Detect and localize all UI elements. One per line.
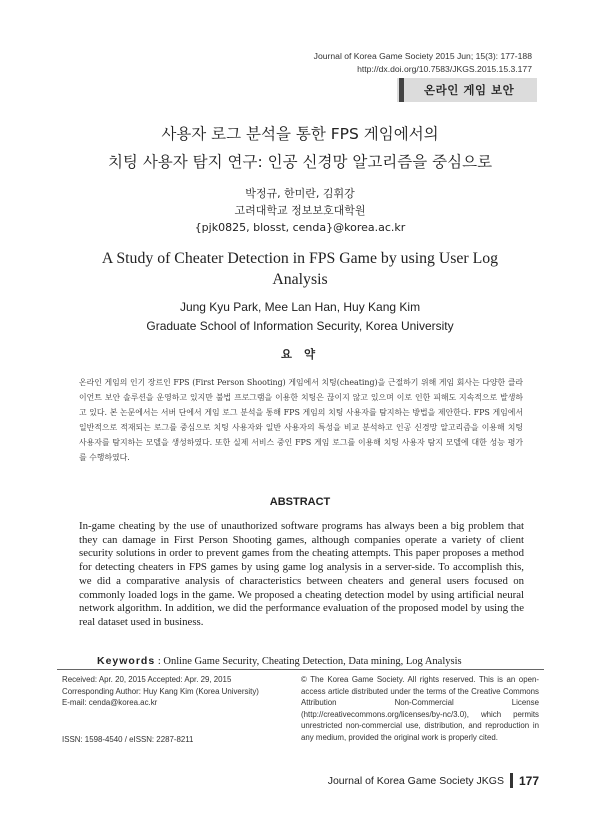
- title-english: A Study of Cheater Detection in FPS Game by using User Log Analysis: [101, 250, 499, 288]
- author-names-korean: 박정규, 한미란, 김휘강: [245, 187, 355, 200]
- keywords: [97, 655, 577, 667]
- article-info: [62, 674, 302, 709]
- journal-reference: [314, 50, 532, 75]
- journal-citation: Journal of Korea Game Society 2015 Jun; 15(3): 177-188: [313, 51, 532, 61]
- abstract-korean-text: 온라인 게임의 인기 장르인 FPS (First Person Shooting) 게임에서 치팅(cheating)을 근절하기 위해 게임 회사는 다양한 클라이언트 보안 솔루션을 운영하고 있지만 불법 프로그램을 이용한 치팅은 끊이지 않고 있으며 이로 인한 피해도 지속적으로 발생하고 있다. 본 논문에서는 서버 단에서 게임 로그 분석을 통해 FPS 게임의 치팅 사용자를 탐지하는 방법을 제안한다. FPS 게임에서 일반적으로 적재되는 로그를 중심으로 치팅 사용자와 일반 사용자의 특성을 비교 분석하고 인공 신경망 알고리즘을 이용해 치팅 사용자를 탐지하는 모델을 생성하였다. 또한 실제 서비스 중인 FPS 게임 로그를 이용해 치팅 사용자 탐지 모델에 대한 성능 평가를 수행하였다.: [79, 378, 523, 462]
- author-names-english: Jung Kyu Park, Mee Lan Han, Huy Kang Kim: [179, 300, 421, 314]
- license-text: © The Korea Game Society. All rights reserved. This is an open-access article distributed under the terms of the Creative Commons Attribution Non-Commercial License (http://creativecommons.org/licenses/by-nc/3.0), which permits unrestricted non-commercial use, distribution, and reproduction in any medium, provided the original work is properly cited.: [301, 675, 539, 742]
- abstract-english-text: In-game cheating by the use of unauthorized software programs has always been a big problem that they can damage in First Person Shooting games, although companies operate a variety of client security solutions in order to prevent games from the cheating attempts. This paper proposes a method for detecting cheaters in FPS games by using game log analysis in a server-side. To accomplish this, we did a comparative analysis of characteristics between cheaters and general users focused on commonly loaded logs in the game. We proposed a cheating detection model by using artificial neural network algorithm. In addition, we did the performance evaluation of the proposed model by using the real dataset used in business.: [79, 520, 524, 628]
- title-korean-line1: 사용자 로그 분석을 통한 FPS 게임에서의: [161, 125, 439, 143]
- affiliation-korean: 고려대학교 정보보호대학원: [234, 204, 366, 217]
- category-label: [397, 78, 537, 102]
- title-korean: [0, 120, 600, 176]
- footer-separator: [510, 773, 513, 788]
- author-emails: {pjk0825, blosst, cenda}@korea.ac.kr: [194, 221, 406, 234]
- affiliation-english: Graduate School of Information Security, Korea University: [146, 319, 454, 333]
- page-number: 177: [518, 773, 539, 788]
- category-bar: [399, 78, 404, 102]
- keywords-label: Keywords: [97, 655, 156, 667]
- keywords-separator: :: [157, 656, 161, 667]
- keywords-text: Online Game Security, Cheating Detection, Data mining, Log Analysis: [163, 656, 462, 667]
- divider-line: [57, 669, 544, 670]
- doi-link[interactable]: http://dx.doi.org/10.7583/JKGS.2015.15.3.177: [357, 63, 532, 74]
- abstract-english-heading: ABSTRACT: [269, 496, 331, 508]
- article-dates: Received: Apr. 20, 2015 Accepted: Apr. 29, 2015: [62, 675, 232, 684]
- footer-journal: Journal of Korea Game Society JKGS: [327, 774, 504, 787]
- issn: ISSN: 1598-4540 / eISSN: 2287-8211: [62, 735, 194, 744]
- abstract-korean-heading: 요 약: [280, 347, 320, 361]
- category-text: 온라인 게임 보안: [424, 83, 515, 97]
- corresponding-email: E-mail: cenda@korea.ac.kr: [62, 698, 158, 708]
- title-korean-line2: 치팅 사용자 탐지 연구: 인공 신경망 알고리즘을 중심으로: [107, 153, 493, 171]
- authors-english: [0, 298, 600, 336]
- page-footer: [328, 773, 539, 788]
- corresponding-author: Corresponding Author: Huy Kang Kim (Korea University): [62, 686, 259, 696]
- authors-korean: [0, 185, 600, 236]
